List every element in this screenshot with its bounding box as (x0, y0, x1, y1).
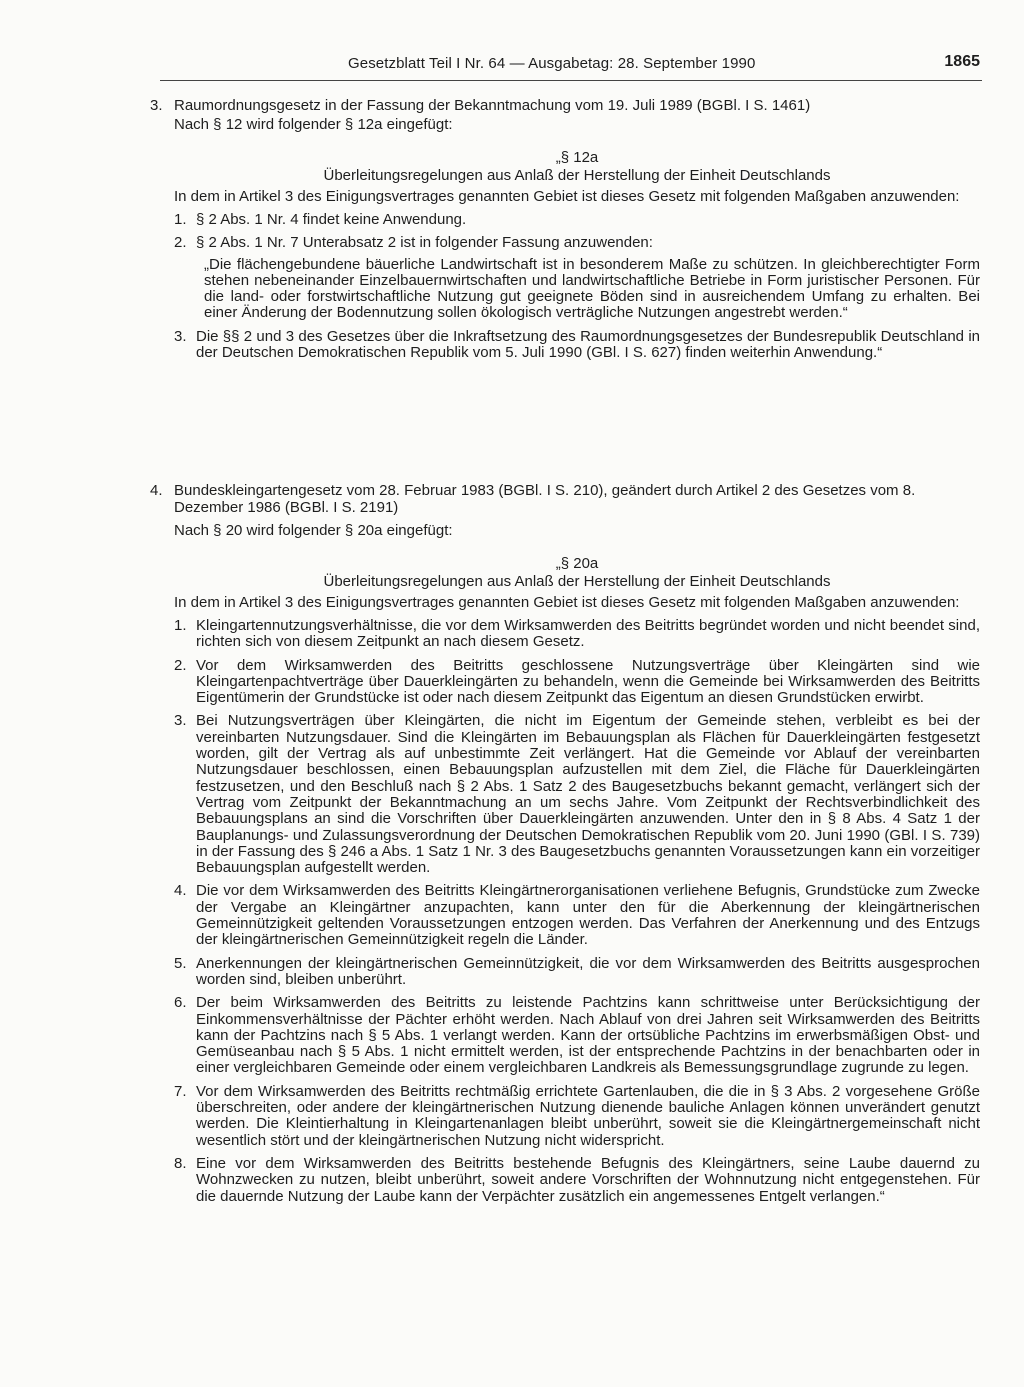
provision-list (174, 618, 980, 1205)
item-number: 5. (174, 954, 187, 972)
insert-note: Nach § 20 wird folgender § 20a eingefügt: (174, 522, 453, 539)
section-number: 3. (150, 97, 163, 114)
list-item (174, 1084, 980, 1149)
section-3 (150, 97, 980, 361)
list-item (174, 995, 980, 1076)
header-title: Gesetzblatt Teil I Nr. 64 — Ausgabetag: 28. September 1990 (348, 55, 756, 72)
list-item (174, 658, 980, 707)
item-text: Anerkennungen der kleingärtnerischen Gemeinnützigkeit, die vor dem Wirksamwerden des Beitritts ausgesprochen worden sind, bleiben unberührt. (196, 954, 980, 988)
section-4 (150, 482, 980, 1205)
item-number: 4. (174, 882, 187, 900)
section-intro: Bundeskleingartengesetz vom 28. Februar 1983 (BGBl. I S. 210), geändert durch Artikel 2 des Gesetzes vom 8. Dezember 1986 (BGBl. I S. 2191) (174, 482, 916, 516)
list-item (174, 329, 980, 362)
list-item (174, 212, 980, 228)
section-intro: Raumordnungsgesetz in der Fassung der Bekanntmachung vom 19. Juli 1989 (BGBl. I S. 1461) (174, 97, 811, 114)
item-number: 8. (174, 1154, 187, 1172)
quoted-text: „Die flächengebundene bäuerliche Landwirtschaft ist in besonderem Maße zu schützen. In gleichberechtigter Form stehen nebeneinander Einzelbauernwirtschaften und landwirtschaftliche Betriebe in Form juristischer Personen. Für die land- oder forstwirtschaftliche Nutzung gut geeignete Böden sind in ausreichendem Umfang zu erhalten. Bei einer Änderung der Bodennutzung sollen ökologisch verträgliche Nutzungen angestrebt werden.“ (204, 255, 980, 322)
paragraph-body: In dem in Artikel 3 des Einigungsvertrages genannten Gebiet ist dieses Gesetz mit folgenden Maßgaben anzuwenden: (174, 594, 960, 611)
list-item (174, 883, 980, 948)
list-item (174, 235, 980, 321)
paragraph-title: Überleitungsregelungen aus Anlaß der Herstellung der Einheit Deutschlands (323, 573, 831, 590)
provision-list (174, 212, 980, 361)
item-text: Der beim Wirksamwerden des Beitritts zu leistende Pachtzins kann schrittweise unter Berücksichtigung der Einkommensverhältnisse der Pächter erhöht werden. Nach Ablauf von drei Jahren seit Wirksamwerden des Beitritts kann der Pachtzins nach § 5 Abs. 1 verlangt werden. Kann der ortsübliche Pachtzins im erwerbsmäßigen Obst- und Gemüseanbau nach § 5 Abs. 1 nicht ermittelt werden, ist der entsprechende Pachtzins in der benachbarten oder in einer vergleichbaren Gemeinde oder einem vergleichbaren Landkreis als Bemessungsgrundlage zugrunde zu legen. (196, 994, 980, 1077)
item-text: Bei Nutzungsverträgen über Kleingärten, die nicht im Eigentum der Gemeinde stehen, verbleibt es bei der vereinbarten Nutzungsdauer. Sind die Kleingärten im Bebauungsplan als Flächen für Dauerkleingärten festgesetzt worden, gilt der Vertrag als auf unbestimmte Zeit verlängert. Hat die Gemeinde vor Ablauf der vereinbarten Nutzungsdauer beschlossen, einen Bebauungsplan aufzustellen mit dem Ziel, die Fläche für Dauerkleingärten festzusetzen, und den Beschluß nach § 2 Abs. 1 Satz 2 des Baugesetzbuchs bekannt gemacht, verlängert sich der Vertrag vom Zeitpunkt der Bekanntmachung an um sechs Jahre. Vom Zeitpunkt der Rechtsverbindlichkeit des Bebauungsplans an sind die Vorschriften über Dauerkleingärten anzuwenden. Unter den in § 8 Abs. 4 Satz 1 der Bauplanungs- und Zulassungsverordnung der Deutschen Demokratischen Republik vom 20. Juni 1990 (GBl. I S. 739) in der Fassung des § 246 a Abs. 1 Satz 1 Nr. 3 des Baugesetzbuchs genannten Voraussetzungen kann ein vorzeitiger Bebauungsplan aufgestellt werden. (196, 712, 980, 877)
list-item (174, 713, 980, 876)
item-text: Die vor dem Wirksamwerden des Beitritts Kleingärtnerorganisationen verliehene Befugnis, Grundstücke zum Zwecke der Vergabe an Kleingärtner anzupachten, kann unter den für die Aberkennung der kleingärtnerischen Gemeinnützigkeit geltenden Voraussetzungen entzogen werden. Das Verfahren der Anerkennung und des Entzugs der kleingärtnerischen Gemeinnützigkeit regeln die Länder. (196, 882, 980, 949)
paragraph-body: In dem in Artikel 3 des Einigungsvertrages genannten Gebiet ist dieses Gesetz mit folgenden Maßgaben anzuwenden: (174, 188, 960, 205)
paragraph-sign: „§ 12a (555, 149, 599, 166)
item-text: Vor dem Wirksamwerden des Beitritts geschlossene Nutzungsverträge über Kleingärten sind wie Kleingartenpachtverträge über Dauerkleingärten zu behandeln, wenn die Gemeinde bei Wirksamwerden des Beitritts Eigentümerin der Grundstücke ist oder nach diesem Zeitpunkt das Eigentum an diesen Grundstücken erwirbt. (196, 656, 980, 707)
item-number: 3. (174, 327, 187, 345)
page-number: 1865 (944, 53, 980, 70)
section-number: 4. (150, 482, 163, 499)
item-number: 6. (174, 994, 187, 1012)
paragraph-sign: „§ 20a (555, 555, 599, 572)
item-text: Kleingartennutzungsverhältnisse, die vor dem Wirksamwerden des Beitritts begründet worden und nicht beendet sind, richten sich von diesem Zeitpunkt an nach diesem Gesetz. (196, 617, 980, 651)
item-number: 7. (174, 1082, 187, 1100)
list-item (174, 618, 980, 651)
item-number: 2. (174, 656, 187, 674)
insert-note: Nach § 12 wird folgender § 12a eingefügt: (174, 116, 453, 133)
item-text: § 2 Abs. 1 Nr. 7 Unterabsatz 2 ist in folgender Fassung anzuwenden: (196, 234, 653, 252)
page-header (160, 50, 982, 81)
item-text: § 2 Abs. 1 Nr. 4 findet keine Anwendung. (196, 211, 467, 228)
item-number: 2. (174, 234, 187, 252)
item-number: 3. (174, 712, 187, 730)
item-number: 1. (174, 211, 187, 228)
list-item (174, 1156, 980, 1205)
paragraph-title: Überleitungsregelungen aus Anlaß der Herstellung der Einheit Deutschlands (323, 167, 831, 184)
item-text: Eine vor dem Wirksamwerden des Beitritts bestehende Befugnis des Kleingärtners, seine Laube dauernd zu Wohnzwecken zu nutzen, bleibt unberührt, soweit andere Vorschriften der Wohnnutzung nicht entgegenstehen. Für die dauernde Nutzung der Laube kann der Verpächter zusätzlich ein angemessenes Entgelt verlangen.“ (196, 1154, 980, 1205)
item-text: Die §§ 2 und 3 des Gesetzes über die Inkraftsetzung des Raumordnungsgesetzes der Bundesrepublik Deutschland in der Deutschen Demokratischen Republik vom 5. Juli 1990 (GBl. I S. 627) finden weiterhin Anwendung.“ (196, 327, 980, 362)
item-number: 1. (174, 617, 187, 634)
list-item (174, 956, 980, 989)
item-text: Vor dem Wirksamwerden des Beitritts rechtmäßig errichtete Gartenlauben, die die in § 3 Abs. 2 vorgesehene Größe überschreiten, oder andere der kleingärtnerischen Nutzung dienende bauliche Anlagen können unverändert genutzt werden. Die Kleintierhaltung in Kleingartenanlagen bleibt unberührt, soweit sie die Kleingärtnergemeinschaft nicht wesentlich stört und der kleingärtnerischen Nutzung nicht widerspricht. (196, 1082, 980, 1149)
